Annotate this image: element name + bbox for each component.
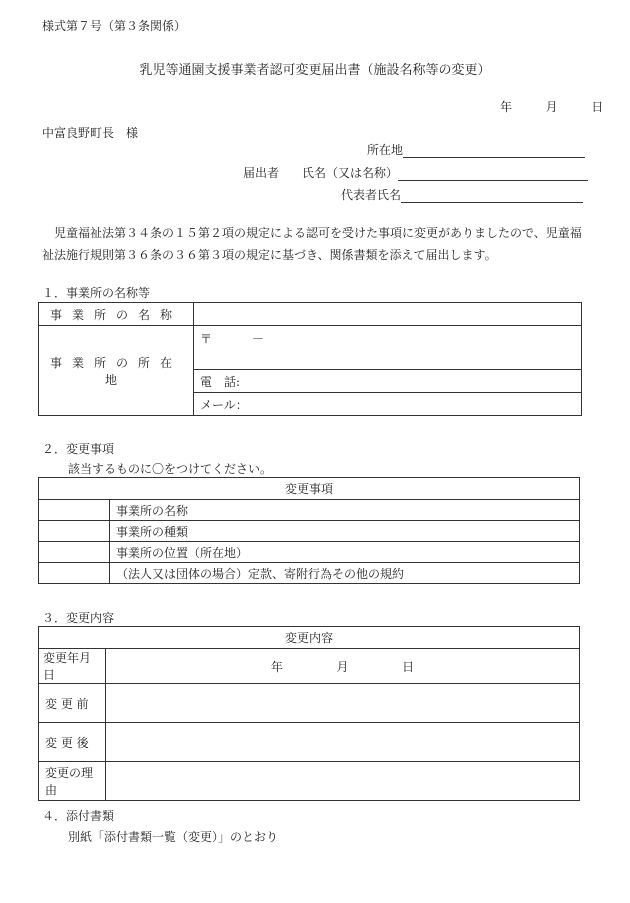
representative-row (341, 186, 583, 203)
section1-heading: １．事業所の名称等 (42, 286, 151, 300)
change-date-label: 変更年月日 (39, 649, 106, 684)
change-items-header: 変更事項 (39, 478, 580, 500)
section2-heading: ２．変更事項 (42, 442, 115, 456)
postal-cell[interactable] (194, 326, 582, 370)
check-cell[interactable] (39, 563, 110, 584)
notifier-address-row (367, 141, 585, 158)
change-content-header: 変更内容 (39, 627, 580, 649)
attachment-text: 別紙「添付書類一覧（変更）」のとおり (68, 830, 279, 844)
section4-heading: ４．添付書類 (42, 809, 115, 823)
addressee: 中富良野町長 様 (42, 126, 139, 140)
representative-label: 代表者氏名 (341, 188, 402, 202)
facility-name-label: 事業所の名称 (39, 303, 194, 326)
change-date-year: 年 (270, 659, 283, 674)
change-date-cell[interactable] (106, 649, 580, 684)
mail-label: メール： (200, 397, 248, 412)
name-input-line[interactable] (398, 166, 588, 181)
postal-dash: － (252, 332, 265, 346)
postal-mark: 〒 (200, 332, 213, 346)
after-label: 変 更 後 (39, 723, 106, 762)
before-label: 変 更 前 (39, 684, 106, 723)
change-date-month: 月 (336, 659, 349, 674)
date-year-label: 年 (500, 100, 513, 114)
mail-cell[interactable] (194, 393, 582, 416)
facility-location-label: 事業所の所在地 (39, 326, 194, 416)
after-cell[interactable] (106, 723, 580, 762)
change-date-day: 日 (402, 659, 415, 674)
date-month-label: 月 (545, 100, 558, 114)
address-label: 所在地 (367, 143, 404, 157)
date-day-label: 日 (591, 100, 604, 114)
document-title: 乳児等通園支援事業者認可変更届出書（施設名称等の変更） (139, 63, 491, 78)
representative-input-line[interactable] (401, 188, 583, 203)
section2-instruction: 該当するものに〇をつけてください。 (68, 462, 273, 476)
notifier-label: 届出者 (243, 166, 280, 180)
change-items-table (38, 477, 580, 584)
change-item: 事業所の位置（所在地） (110, 542, 580, 563)
form-number: 様式第７号（第３条関係） (42, 19, 187, 33)
address-input-line[interactable] (403, 143, 585, 158)
facility-table (38, 302, 582, 416)
phone-label: 電 話: (200, 374, 241, 389)
change-item: 事業所の名称 (110, 500, 580, 521)
section3-heading: ３．変更内容 (42, 611, 115, 625)
check-cell[interactable] (39, 542, 110, 563)
change-item: （法人又は団体の場合）定款、寄附行為その他の規約 (110, 563, 580, 584)
reason-label: 変更の理由 (39, 762, 106, 801)
facility-name-cell[interactable] (194, 303, 582, 326)
change-content-table (38, 626, 580, 801)
reason-cell[interactable] (106, 762, 580, 801)
name-label: 氏名（又は名称） (302, 166, 399, 180)
check-cell[interactable] (39, 500, 110, 521)
check-cell[interactable] (39, 521, 110, 542)
submission-date (500, 98, 603, 115)
notifier-name-row (302, 164, 588, 181)
phone-cell[interactable] (194, 370, 582, 393)
body-text: 児童福祉法第３４条の１５第２項の規定による認可を受けた事項に変更がありましたので、児童福祉法施行規則第３６条の３６第３項の規定に基づき、関係書類を添えて届出します。 (42, 226, 582, 262)
change-item: 事業所の種類 (110, 521, 580, 542)
before-cell[interactable] (106, 684, 580, 723)
